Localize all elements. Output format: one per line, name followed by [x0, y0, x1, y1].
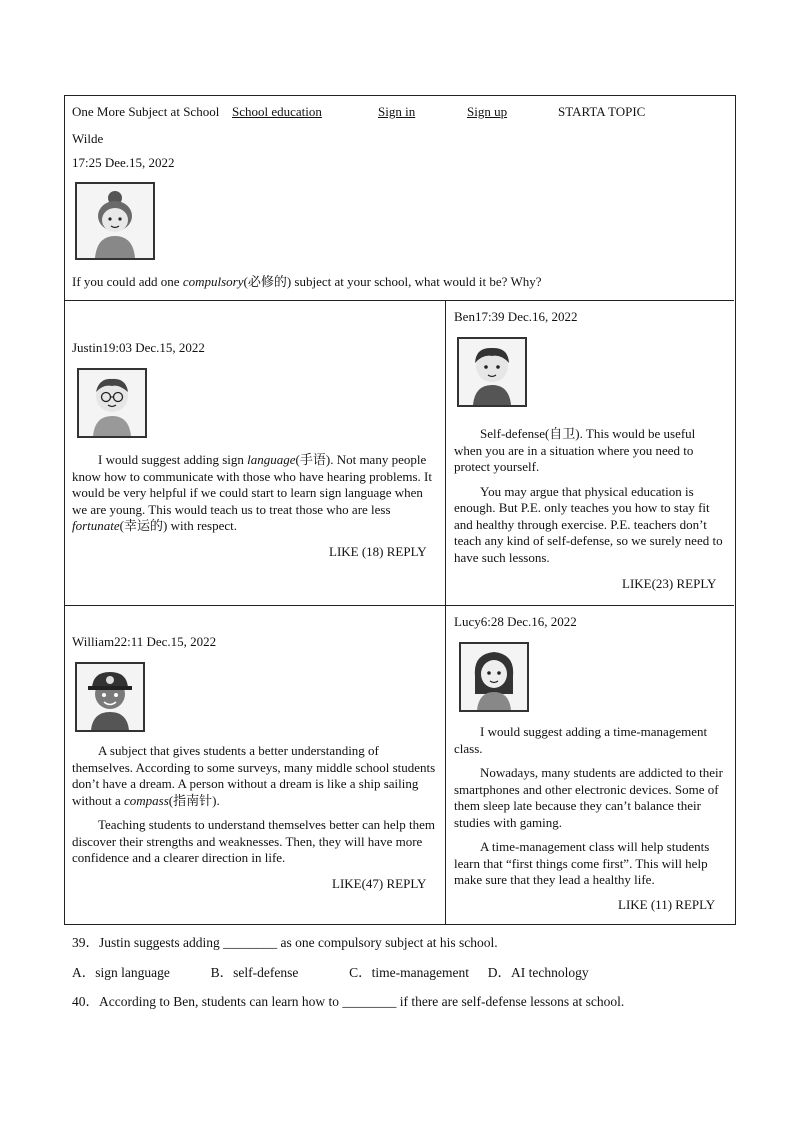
question-40: 40．According to Ben, students can learn how to ________ if there are self-defense lessons at school. [72, 994, 625, 1009]
boy-cap-avatar-icon [77, 664, 143, 730]
question-39: 39．Justin suggests adding ________ as one compulsory subject at his school. [72, 935, 498, 950]
post-meta-william: William22:11 Dec.15, 2022 [72, 634, 217, 649]
avatar-justin [77, 368, 147, 438]
post-actions-william[interactable]: LIKE(47) REPLY [332, 876, 427, 891]
column-divider [445, 300, 446, 924]
option-d[interactable]: D．AI technology [487, 965, 589, 980]
post-body-ben: Self-defense(自卫). This would be useful when you are in a situation where you need to protect yourself. You may argue that physical education is enough. But P.E. only teaches you how to stay fit and healthy through exercise. P.E. teachers don’t teach any kind of self-defense, so we surely need to have such lessons. [454, 426, 723, 565]
post-body-william: A subject that gives students a better understanding of themselves. According to some surveys, many middle school students don’t have a dream. A person without a dream is like a ship sailing without a compass(指南针). Teaching students to understand themselves better can help them discover their strengths and weaknesses. Then, they will have more confidence and a clearer direction in life. [72, 743, 436, 865]
avatar-ben [457, 337, 527, 407]
option-c[interactable]: C．time-management [349, 965, 470, 980]
nav-sign-in[interactable]: Sign in [378, 104, 416, 119]
post-actions-lucy[interactable]: LIKE (11) REPLY [618, 897, 716, 912]
boy-glasses-avatar-icon [79, 370, 145, 436]
question-39-options [72, 961, 589, 981]
nav-sign-up[interactable]: Sign up [467, 104, 508, 119]
boy-avatar-icon [459, 339, 525, 405]
option-b[interactable]: B．self-defense [210, 965, 299, 980]
nav-school-education[interactable]: School education [232, 104, 322, 119]
girl-hat-avatar-icon [461, 644, 527, 710]
avatar-william [75, 662, 145, 732]
post-meta-lucy: Lucy6:28 Dec.16, 2022 [454, 614, 577, 629]
site-title: One More Subject at School [72, 104, 220, 119]
post-body-justin: I would suggest adding sign language(手语). Not many people know how to communicate with those who have hearing problems. It would be very helpful if we could start to learn sign language when we are young. This would teach us to treat those who are less fortunate(幸运的) with respect. [72, 452, 432, 533]
post-actions-justin[interactable]: LIKE (18) REPLY [329, 544, 427, 559]
start-topic-button[interactable]: STARTA TOPIC [558, 104, 646, 119]
post-meta-justin: Justin19:03 Dec.15, 2022 [72, 340, 205, 355]
avatar-wilde [75, 182, 155, 260]
topic-question: If you could add one compulsory(必修的) subject at your school, what would it be? Why? [72, 274, 542, 289]
author-name: Wilde [72, 131, 104, 146]
row-divider [65, 605, 734, 606]
post-meta-ben: Ben17:39 Dec.16, 2022 [454, 309, 578, 324]
option-a[interactable]: A．sign language [72, 965, 170, 980]
avatar-lucy [459, 642, 529, 712]
topic-header [65, 96, 734, 301]
forum-panel [64, 95, 736, 925]
post-time: 17:25 Dee.15, 2022 [72, 155, 175, 170]
girl-avatar-icon [77, 184, 153, 258]
post-body-lucy: I would suggest adding a time-management class. Nowadays, many students are addicted to their smartphones and other electronic devices. Some of them sleep late because they can’t balance their studies with gaming. A time-management class will help students learn that “first things come first”. This will help make sure that they lead a healthy life. [454, 724, 723, 887]
post-actions-ben[interactable]: LIKE(23) REPLY [622, 576, 717, 591]
